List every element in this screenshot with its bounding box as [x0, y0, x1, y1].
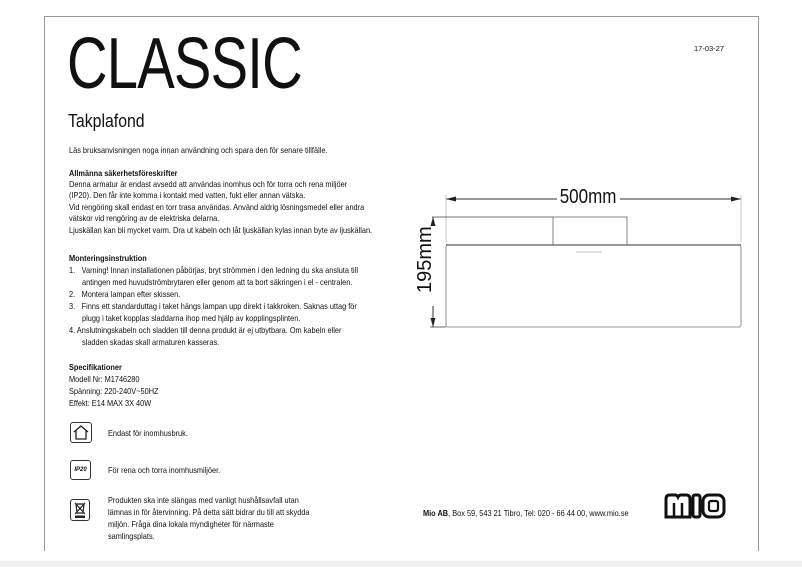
mounting-item-cont: sladden skadas skall armaturen kasseras.	[82, 338, 220, 347]
spec-power: Effekt: E14 MAX 3X 40W	[69, 399, 152, 408]
safety-line: Denna armatur är endast avsedd att användas inomhus och för torra och rena miljöer	[69, 180, 348, 189]
spec-voltage: Spänning: 220-240V~50HZ	[69, 387, 159, 396]
mounting-item-cont: plugg i taket kopplas sladdarna ihop med hjälp av kopplingsplinten.	[82, 314, 301, 323]
safety-line: Vid rengöring skall endast en torr trasa användas. Använd aldrig lösningsmedel eller andra	[69, 203, 365, 212]
symbol-text: samlingsplats.	[108, 532, 155, 541]
ip20-icon: IP20	[70, 460, 91, 480]
safety-heading: Allmänna säkerhetsföreskrifter	[69, 169, 178, 178]
dimension-drawing	[414, 185, 750, 335]
safety-line: (IP20). Den får inte komma i kontakt med vatten, fukt eller annan vätska.	[69, 191, 306, 200]
safety-line: vätskor vid rengöring av de elektriska delarna.	[69, 214, 220, 223]
spec-model: Modell Nr: M1746280	[69, 375, 140, 384]
specs-heading: Specifikationer	[69, 363, 122, 372]
product-subtitle: Takplafond	[68, 111, 145, 131]
symbol-text: För rena och torra inomhusmiljöer.	[108, 466, 221, 475]
mounting-heading: Monteringsinstruktion	[69, 254, 147, 263]
symbol-text: Produkten ska inte slängas med vanligt hushållsavfall utan	[108, 496, 299, 505]
mounting-item: 1. Varning! Innan installationen påbörjas, bryt strömmen i den ledning du ska ansluta till	[69, 266, 358, 275]
mounting-item: 2. Montera lampan efter skissen.	[69, 290, 181, 299]
safety-line: Ljuskällan kan bli mycket varm. Dra ut kabeln och låt ljuskällan kylas innan byte av ljuskällan.	[69, 226, 373, 235]
indoor-house-icon	[70, 422, 92, 443]
weee-bin-icon	[70, 499, 90, 521]
mounting-item-cont: antingen med huvudströmbrytaren eller genom att ta bort säkringen i el - centralen.	[82, 278, 353, 287]
company-info: Mio AB, Box 59, 543 21 Tibro, Tel: 020 - 66 44 00, www.mio.se	[423, 509, 629, 518]
bottom-strip	[0, 561, 802, 567]
symbol-text: lämnas in för återvinning. På detta sätt bidrar du till att skydda	[108, 508, 310, 517]
height-label: 195mm	[414, 226, 436, 293]
mio-logo	[663, 490, 727, 525]
mounting-item: 4. Anslutningskabeln och sladden till denna produkt är ej utbytbara. Om kabeln eller	[69, 326, 342, 335]
document-date: 17-03-27	[694, 44, 725, 53]
mounting-item: 3. Finns ett standarduttag i taket hängs lampan upp direkt i takkroken. Saknas uttag för	[69, 302, 357, 311]
product-title: CLASSIC	[67, 24, 302, 104]
intro-text: Läs bruksanvisningen noga innan användning och spara den för senare tillfälle.	[69, 146, 328, 155]
symbol-text: Endast för inomhusbruk.	[108, 429, 188, 438]
width-label: 500mm	[559, 186, 617, 208]
symbol-text: miljön. Fråga dina lokala myndigheter för närmaste	[108, 520, 274, 529]
